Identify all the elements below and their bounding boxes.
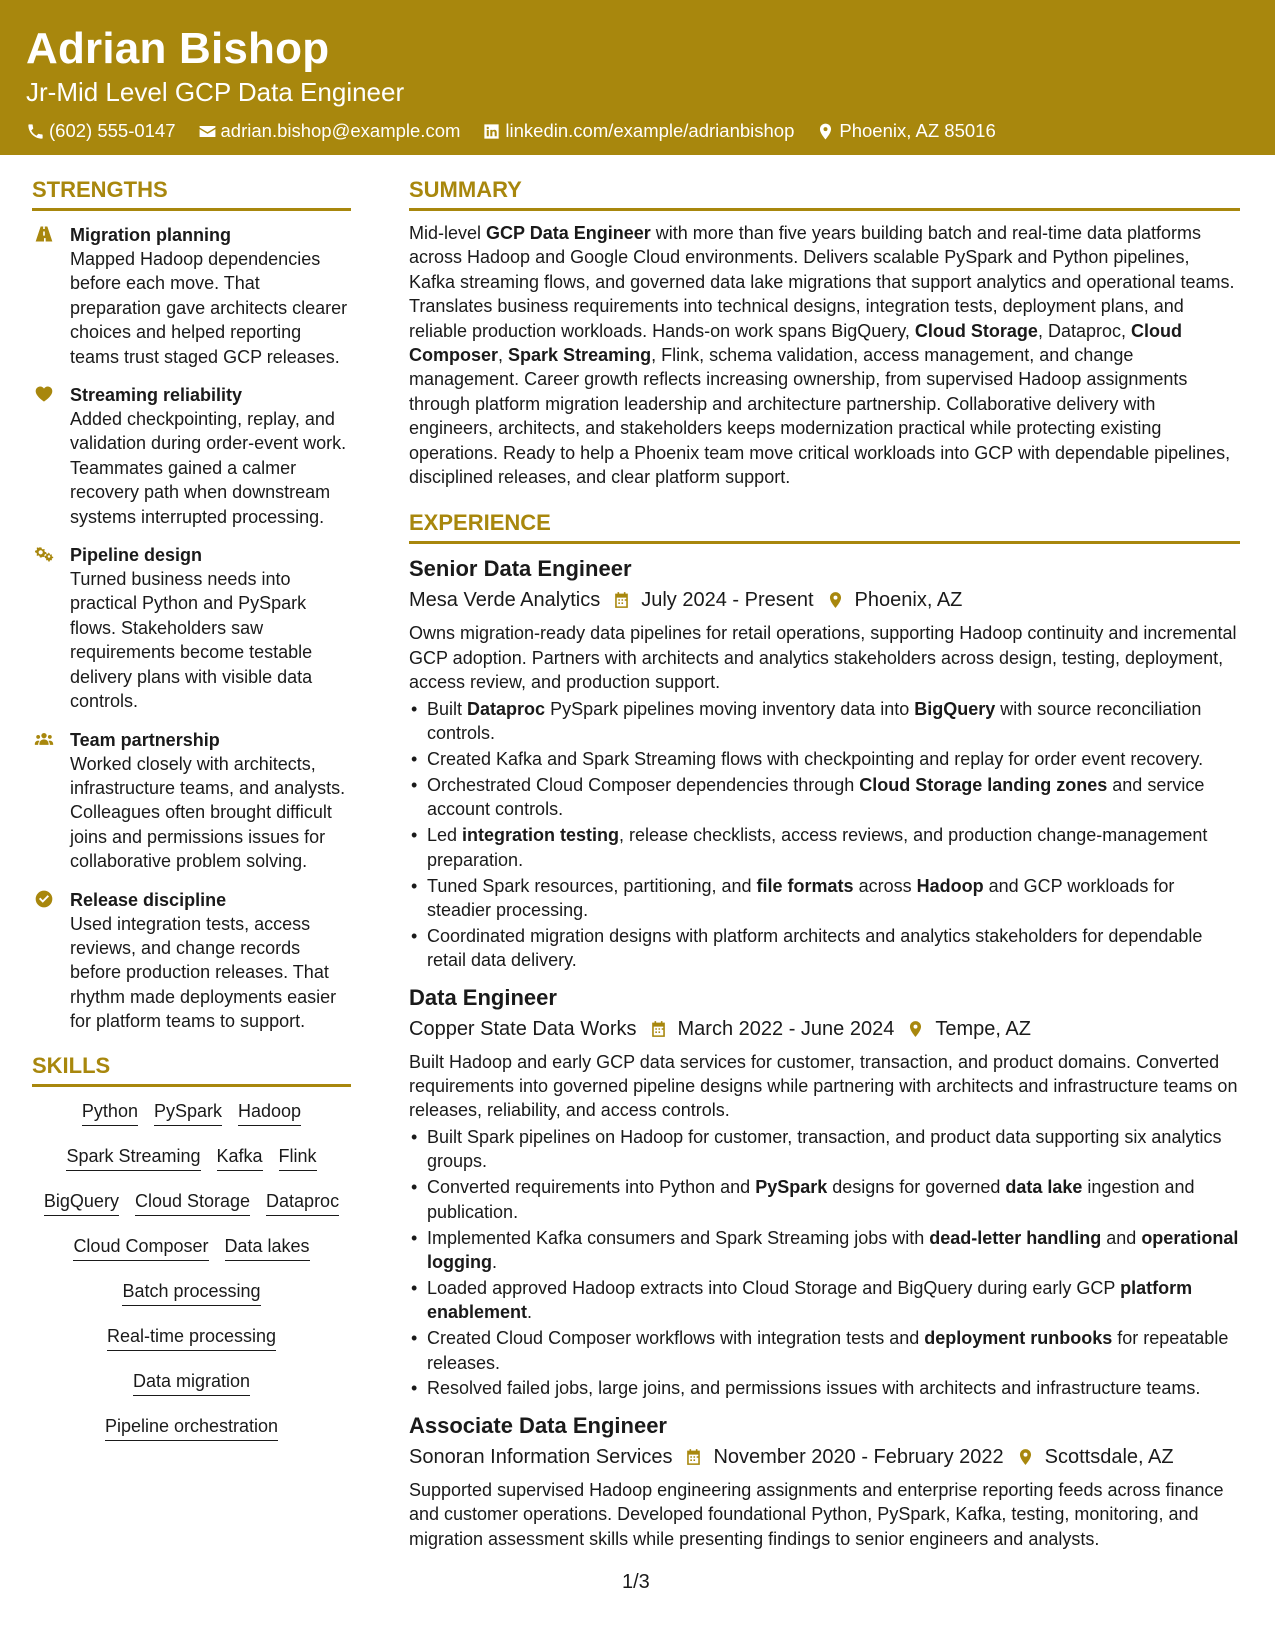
contact-email[interactable] <box>198 120 461 142</box>
bullet-item: • Built Dataproc PySpark pipelines moving inventory data into BigQuery with source reconciliation controls. <box>409 697 1240 746</box>
bullet-item: • Tuned Spark resources, partitioning, and file formats across Hadoop and GCP workloads for steadier processing. <box>409 874 1240 923</box>
contact-location <box>816 120 995 142</box>
contact-linkedin[interactable] <box>482 120 794 142</box>
skill-row <box>34 1099 349 1144</box>
skill-tag: Hadoop <box>238 1099 301 1126</box>
skill-tag: Python <box>82 1099 138 1126</box>
job-company: Mesa Verde Analytics <box>409 589 601 612</box>
calendar-icon <box>612 590 631 610</box>
skill-tag: Kafka <box>217 1144 263 1171</box>
job-meta <box>409 585 1240 615</box>
strength-text: Turned business needs into practical Python and PySpark flows. Stakeholders saw requirements become testable delivery plans with visible data controls. <box>70 569 313 712</box>
skill-row <box>34 1369 349 1414</box>
job-dates: March 2022 - June 2024 <box>677 1017 895 1040</box>
users-icon <box>33 729 55 749</box>
job-dates: July 2024 - Present <box>641 589 814 612</box>
page-number: 1/3 <box>622 1571 650 1593</box>
job-entry <box>409 554 1240 972</box>
contact-phone[interactable] <box>26 120 176 142</box>
job-description: Built Hadoop and early GCP data services for customer, transaction, and product domains. Converted requirements into governed pipeline designs while partnering with architects and infrastructure teams on releases, reliability, and access controls. <box>409 1051 1238 1121</box>
calendar-icon <box>649 1019 668 1039</box>
job-title: Associate Data Engineer <box>409 1412 667 1438</box>
job-location: Phoenix, AZ <box>854 589 963 612</box>
job-company: Sonoran Information Services <box>409 1445 673 1468</box>
job-company: Copper State Data Works <box>409 1017 637 1040</box>
job-title: Data Engineer <box>409 984 557 1010</box>
strength-item <box>32 543 351 713</box>
job-location: Tempe, AZ <box>935 1017 1031 1040</box>
right-column <box>409 176 1240 1551</box>
job-location: Scottsdale, AZ <box>1044 1445 1174 1468</box>
bullet-item: • Built Spark pipelines on Hadoop for customer, transaction, and product data supporting six analytics groups. <box>409 1125 1240 1174</box>
skill-tag: Data migration <box>133 1369 250 1396</box>
skill-tag: Cloud Composer <box>73 1234 208 1261</box>
envelope-icon <box>198 122 217 141</box>
map-pin-icon <box>826 590 845 610</box>
candidate-name: Adrian Bishop <box>26 24 330 73</box>
left-column <box>32 176 351 1459</box>
bullet-item: • Created Cloud Composer workflows with integration tests and deployment runbooks for repeatable releases. <box>409 1326 1240 1375</box>
skill-tag: Pipeline orchestration <box>105 1414 278 1441</box>
bullet-item: • Loaded approved Hadoop extracts into Cloud Storage and BigQuery during early GCP platform enablement. <box>409 1276 1240 1325</box>
location-text: Phoenix, AZ 85016 <box>839 120 996 141</box>
linkedin-text: linkedin.com/example/adrianbishop <box>505 120 795 141</box>
road-icon <box>33 224 55 244</box>
job-bullets <box>409 1125 1240 1401</box>
strength-title: Pipeline design <box>70 545 203 566</box>
job-title: Senior Data Engineer <box>409 556 632 582</box>
job-description: Owns migration-ready data pipelines for retail operations, supporting Hadoop continuity and incremental GCP adoption. Partners with architects and analytics stakeholders across design, testing, deployment, access review, and production support. <box>409 623 1237 693</box>
job-entry <box>409 983 1240 1401</box>
job-dates: November 2020 - February 2022 <box>713 1445 1004 1468</box>
job-meta <box>409 1014 1240 1044</box>
check-circle-icon <box>33 889 55 909</box>
skill-row <box>34 1189 349 1234</box>
summary-heading: SUMMARY <box>409 176 1240 211</box>
skill-tag: Real-time processing <box>107 1324 276 1351</box>
bullet-item: • Coordinated migration designs with platform architects and analytics stakeholders for dependable retail data delivery. <box>409 924 1240 973</box>
strength-item <box>32 383 351 529</box>
strength-text: Used integration tests, access reviews, and change records before production releases. That rhythm made deployments easier for platform teams to support. <box>70 913 337 1032</box>
email-text: adrian.bishop@example.com <box>220 120 461 141</box>
bullet-item: • Led integration testing, release checklists, access reviews, and production change-management preparation. <box>409 823 1240 872</box>
bullet-item: • Implemented Kafka consumers and Spark Streaming jobs with dead-letter handling and operational logging. <box>409 1226 1240 1275</box>
experience-heading: EXPERIENCE <box>409 509 1240 544</box>
bullet-item: • Converted requirements into Python and PySpark designs for governed data lake ingestion and publication. <box>409 1175 1240 1224</box>
strength-text: Added checkpointing, replay, and validation during order-event work. Teammates gained a calmer recovery path when downstream systems interrupted processing. <box>70 409 347 527</box>
job-meta <box>409 1442 1240 1472</box>
strength-title: Streaming reliability <box>70 385 243 406</box>
contact-bar <box>26 120 1249 142</box>
bullet-item: • Orchestrated Cloud Composer dependencies through Cloud Storage landing zones and service account controls. <box>409 773 1240 822</box>
skill-tag: Spark Streaming <box>66 1144 200 1171</box>
map-pin-icon <box>1016 1447 1035 1467</box>
bullet-item: • Created Kafka and Spark Streaming flows with checkpointing and replay for order event recovery. <box>409 747 1240 771</box>
skill-tag: BigQuery <box>44 1189 119 1216</box>
skill-row <box>34 1234 349 1279</box>
strength-text: Mapped Hadoop dependencies before each move. That preparation gave architects clearer choices and helped reporting teams trust staged GCP releases. <box>70 249 348 367</box>
candidate-title: Jr-Mid Level GCP Data Engineer <box>26 77 405 107</box>
gears-icon <box>33 544 55 564</box>
bullet-item: • Resolved failed jobs, large joins, and permissions issues with architects and infrastructure teams. <box>409 1376 1240 1400</box>
strength-item <box>32 888 351 1034</box>
job-description: Supported supervised Hadoop engineering assignments and enterprise reporting feeds across finance and customer operations. Developed foundational Python, PySpark, Kafka, testing, monitoring, and migration assessment skills while presenting findings to senior engineers and analysts. <box>409 1479 1224 1549</box>
linkedin-icon <box>482 122 501 141</box>
strength-title: Migration planning <box>70 225 231 245</box>
strengths-heading: STRENGTHS <box>32 176 351 211</box>
map-pin-icon <box>906 1019 925 1039</box>
skill-tag: PySpark <box>154 1099 222 1126</box>
job-entry <box>409 1411 1240 1551</box>
skill-tag: Dataproc <box>266 1189 339 1216</box>
resume-header <box>0 0 1275 155</box>
heart-icon <box>33 384 55 404</box>
strength-item <box>32 223 351 369</box>
strength-title: Release discipline <box>70 889 227 910</box>
strength-title: Team partnership <box>70 729 220 750</box>
skill-row <box>34 1144 349 1189</box>
skill-tag: Cloud Storage <box>135 1189 250 1216</box>
skill-row <box>34 1414 349 1459</box>
strength-text: Worked closely with architects, infrastructure teams, and analysts. Colleagues often brought difficult joins and permissions issues for collaborative problem solving. <box>70 753 346 872</box>
phone-text: (602) 555-0147 <box>49 120 176 141</box>
skill-tag: Flink <box>279 1144 317 1171</box>
summary-text: Mid-level GCP Data Engineer with more than five years building batch and real-time data platforms across Hadoop and Google Cloud environments. Delivers scalable PySpark and Python pipelines, Kafka streaming flows, and governed data lake migrations that support analytics and operational teams. Translates business requirements into technical designs, integration tests, deployment plans, and reliable production workloads. Hands-on work spans BigQuery, Cloud Storage, Dataproc, Cloud Composer, Spark Streaming, Flink, schema validation, access management, and change management. Career growth reflects increasing ownership, from supervised Hadoop assignments through platform migration leadership and architecture partnership. Collaborative delivery with engineers, architects, and stakeholders keeps modernization practical while protecting existing operations. Ready to help a Phoenix team move critical workloads into GCP with dependable pipelines, disciplined releases, and clear platform support. <box>409 223 1235 488</box>
skill-row <box>34 1279 349 1324</box>
phone-icon <box>26 122 45 141</box>
skill-row <box>34 1324 349 1369</box>
map-pin-icon <box>816 122 835 141</box>
skill-tag: Data lakes <box>225 1234 310 1261</box>
skills-list <box>32 1099 351 1459</box>
job-bullets <box>409 697 1240 973</box>
skill-tag: Batch processing <box>122 1279 260 1306</box>
strengths-list <box>32 223 351 1034</box>
skills-heading: SKILLS <box>32 1052 351 1087</box>
strength-item <box>32 728 351 874</box>
calendar-icon <box>684 1447 703 1467</box>
